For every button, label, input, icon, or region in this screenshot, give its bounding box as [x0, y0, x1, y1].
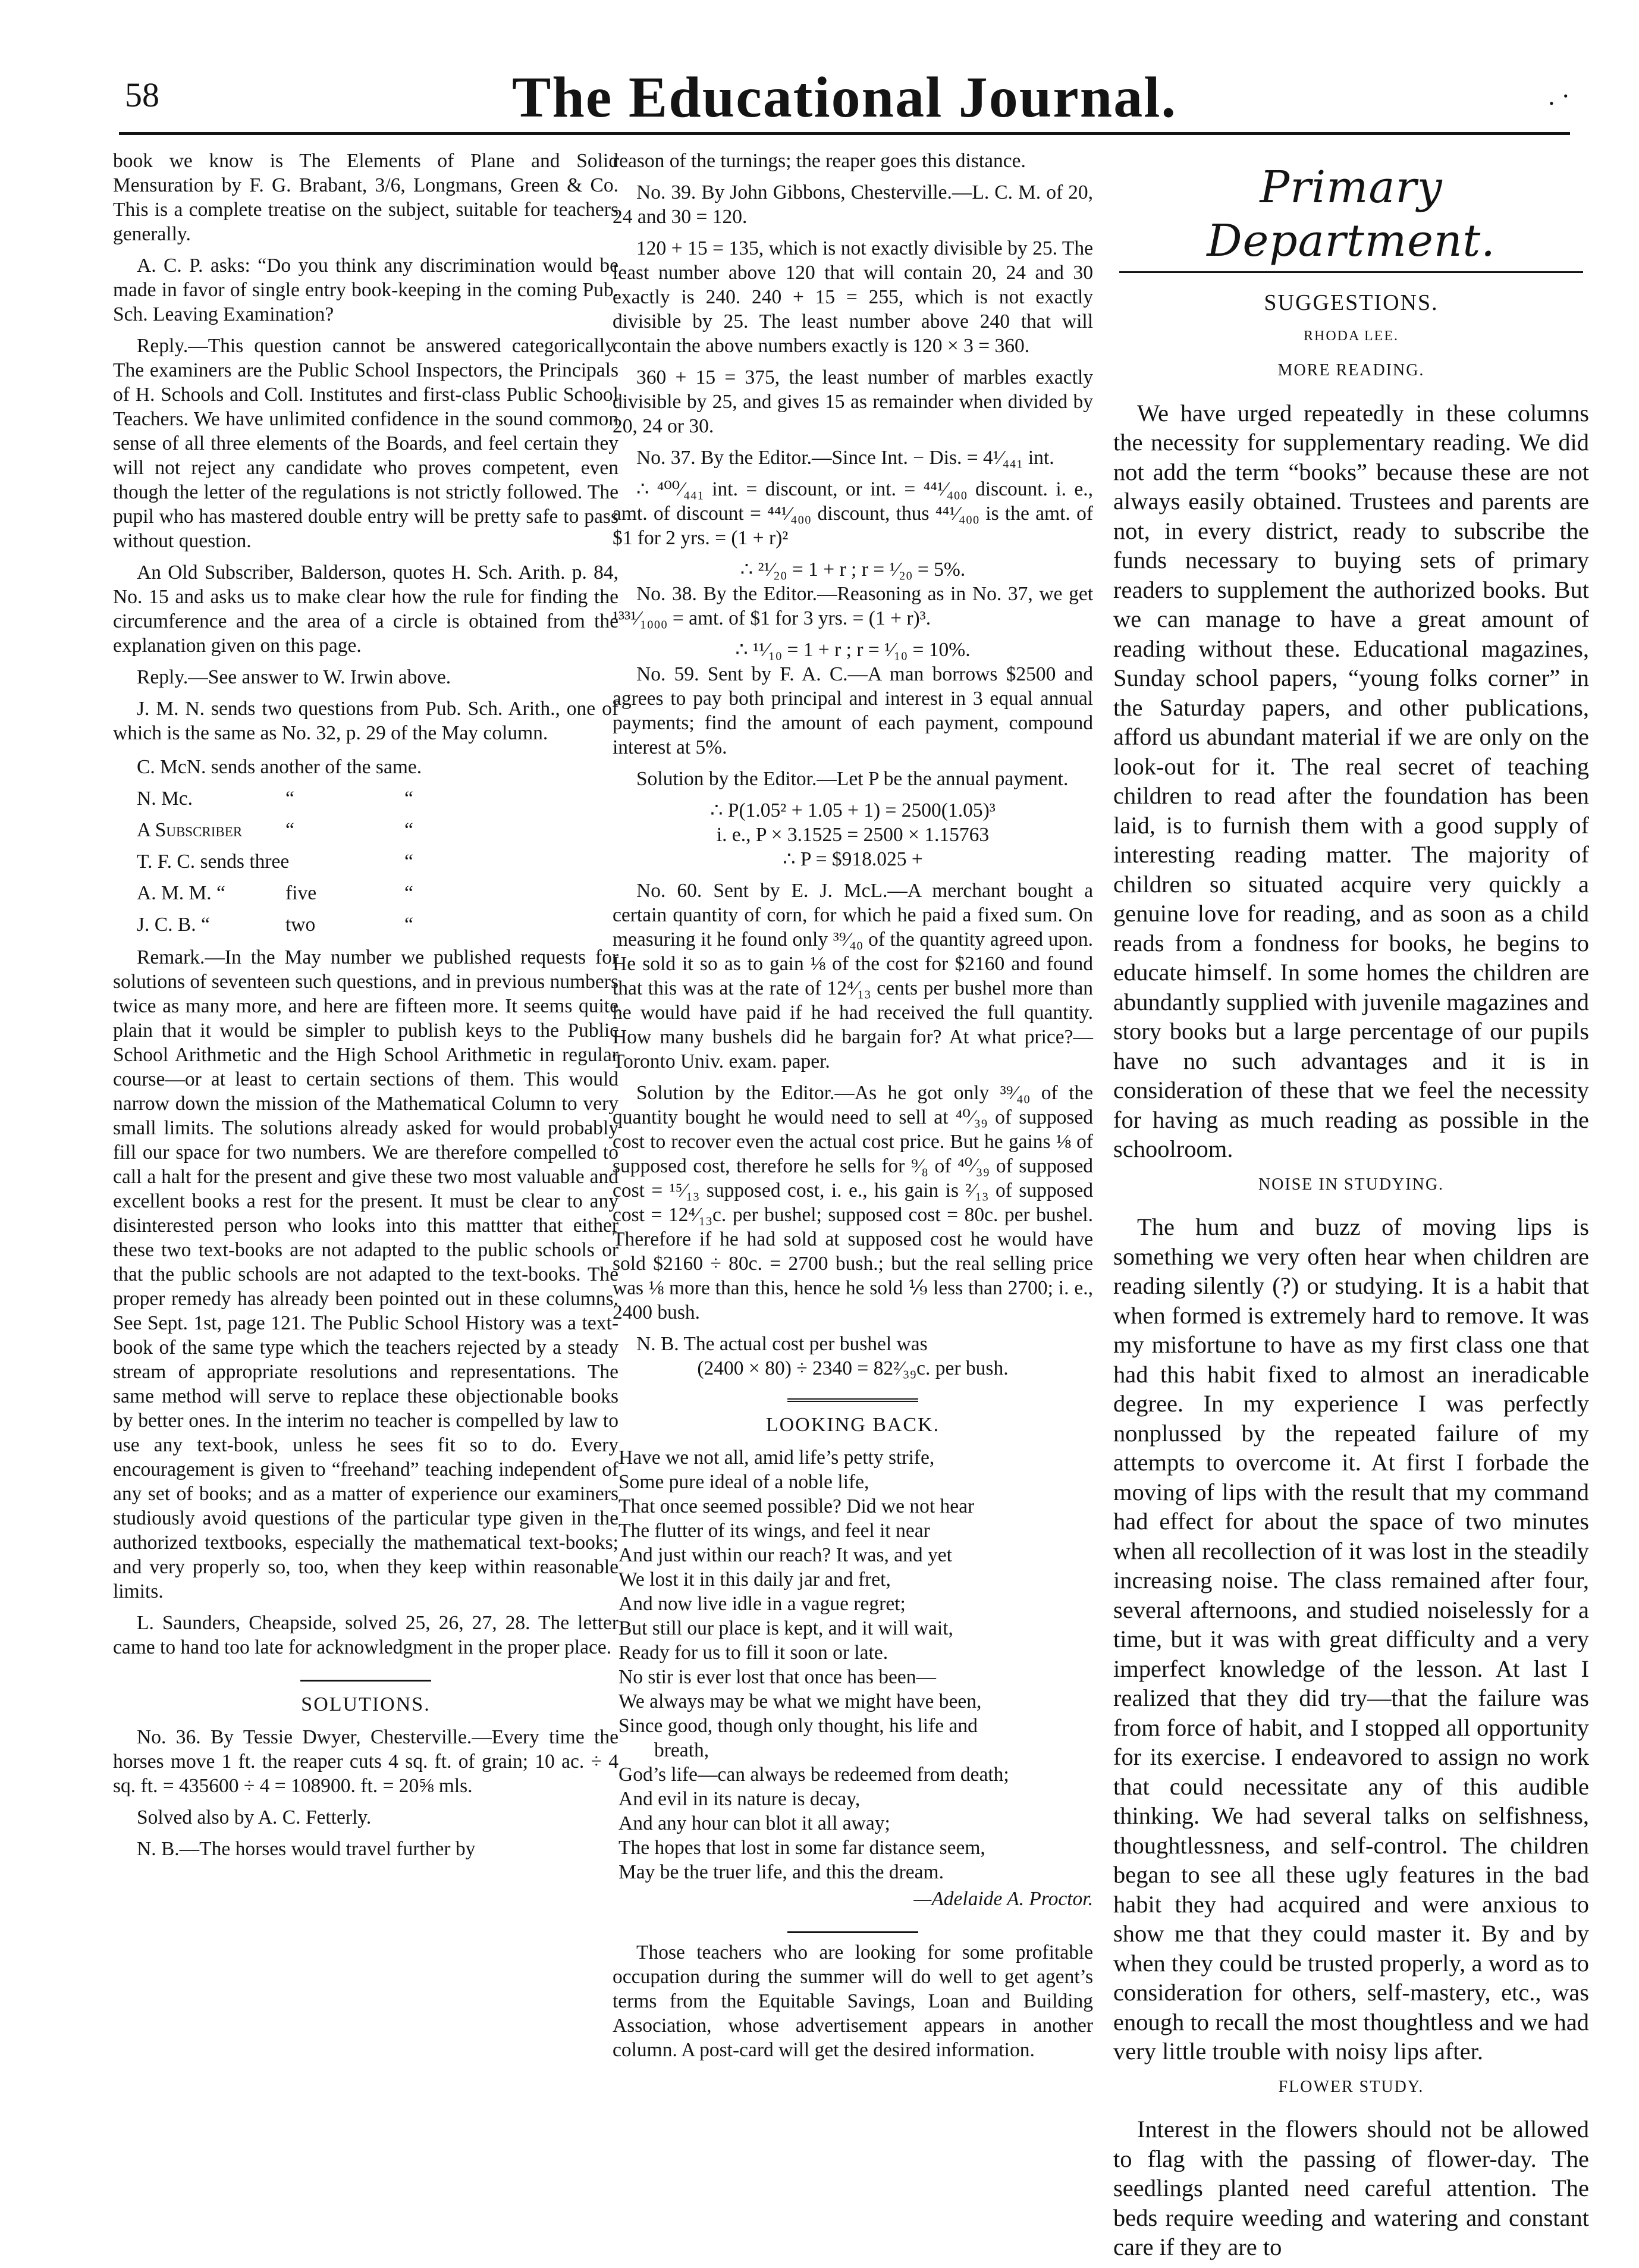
poem-line: And any hour can blot it all away; — [618, 1812, 890, 1834]
paragraph: No. 36. By Tessie Dwyer, Chesterville.—Every time the horses move 1 ft. the reaper cuts 4 sq. ft. of grain; 10 ac. ÷ 4 sq. ft. = 435600 ÷ 4 = 108900. ft. = 20⅝ mls. — [113, 1726, 618, 1797]
poem-line: Have we not all, amid life’s petty strife, — [618, 1447, 935, 1469]
list-item — [113, 815, 422, 847]
ditto-mark: “ — [285, 788, 294, 810]
journal-title: The Educational Journal. — [511, 65, 1178, 130]
sender-name: J. C. B. “ — [137, 914, 210, 936]
paragraph: J. M. N. sends two questions from Pub. Sch. Arith., one of which is the same as No. 32, p. 29 of the May column. — [113, 698, 618, 744]
poem-line: But still our place is kept, and it will wait, — [618, 1617, 953, 1639]
paragraph: Reply.—See answer to W. Irwin above. — [137, 666, 451, 688]
page-header — [119, 64, 1570, 130]
poem-line: May be the truer life, and this the dream. — [618, 1861, 944, 1883]
paragraph: Interest in the flowers should not be allowed to flag with the passing of flower-day. The seedlings planted need careful attention. The beds require weeding and watering and constant care if they are to — [1113, 2116, 1589, 2260]
section-rule — [787, 1931, 918, 1933]
paragraph: reason of the turnings; the reaper goes this distance. — [613, 150, 1026, 172]
poem-line: Ready for us to fill it soon or late. — [618, 1642, 888, 1664]
senders-list — [113, 752, 422, 942]
list-item — [113, 879, 422, 910]
paragraph: Remark.—In the May number we published requests for solutions of seventeen such questions, and in previous numbers twice as many more, and here are fifteen more. It seems quite plain that it would be simpler to publish keys to the Public School Arithmetic and the High School Arithmetic in regular course—or at least to certain sections of them. This would narrow down the mission of the Mathematical Column to very small limits. The solutions already asked for would probably fill our space for two numbers. We are therefore compelled to call a halt for the present and give these two most valuable and excellent books a rest for the present. It must be clear to any disinterested person who looks into this mattter that either these two text-books are not adapted to the public schools or that the public schools are not adapted to the text-books. The proper remedy has already been pointed out in these columns. See Sept. 1st, page 121. The Public School History was a text-book of the same type which the teachers rejected by a steady stream of appropriate resolutions and representations. The same method will serve to replace these objectionable books by better ones. In the interim no teacher is compelled by law to use any text-book, unless he sees fit so to do. Every encouragement is given to “freehand” teaching independent of any set of books; and as a matter of experience our examiners studiously avoid questions of the particular type given in the authorized textbooks, especially the mathematical text-books; and very properly so, too, when they keep within reasonable limits. — [113, 946, 618, 1602]
paragraph: We have urged repeatedly in these columns the necessity for supplementary reading. We did not add the term “books” because these are not always easily obtained. Trustees and parents are not, in every district, ready to subscribe the funds necessary to buying sets of primary readers to supplement the authorized books. But we can manage to have a great amount of reading without these. Educational magazines, Sunday school papers, “young folks corner” in the Saturday papers, and other publications, afford us abundant material if we are only on the look-out for it. The real secret of teaching children to read after the foundation has been laid, is to furnish them with a good supply of interesting reading matter. The majority of children so situated acquire very quickly a genuine love for reading, and as soon as a child reads from a fondness for books, he begins to educate himself. In some homes the children are abundantly supplied with juvenile magazines and story books but a large percentage of our pupils have no such advantages and it is in consideration of these that we feel the necessity for having as much reading as possible in the schoolroom. — [1113, 399, 1589, 1162]
paragraph: Solution by the Editor.—Let P be the annual payment. — [636, 768, 1069, 790]
sender-name: N. Mc. — [137, 788, 193, 810]
equation: i. e., P × 3.1525 = 2500 × 1.15763 — [716, 824, 990, 846]
sender-name: T. F. C. sends three — [137, 851, 290, 873]
poem-title: LOOKING BACK. — [765, 1414, 940, 1436]
ditto-mark: “ — [404, 914, 413, 936]
poem-line: The flutter of its wings, and feel it near — [618, 1520, 930, 1542]
equation: (2400 × 80) ÷ 2340 = 82²⁄₃₉c. per bush. — [697, 1357, 1009, 1379]
paragraph: An Old Subscriber, Balderson, quotes H. Sch. Arith. p. 84, No. 15 and asks us to make clear how the rule for finding the circumference and the area of a circle is obtained from the explanation given on this page. — [113, 561, 618, 657]
paragraph: A. C. P. asks: “Do you think any discrimination would be made in favor of single entry book-keeping in the coming Pub. Sch. Leaving Examination? — [113, 255, 618, 325]
sender-name: A Subscriber — [137, 819, 243, 841]
ditto-mark: “ — [404, 882, 413, 904]
paragraph: 360 + 15 = 375, the least number of marbles exactly divisible by 25, and gives 15 as remainder when divided by 20, 24 or 30. — [613, 366, 1093, 437]
poem-author: —Adelaide A. Proctor. — [913, 1888, 1093, 1910]
author-name: RHODA LEE. — [1304, 328, 1399, 344]
paragraph: No. 60. Sent by E. J. McL.—A merchant bought a certain quantity of corn, for which he paid a fixed sum. On measuring it he found only ³⁹⁄₄₀ of the quantity agreed upon. He sold it so as to gain ⅛ of the cost for $2160 and found that this was at the rate of 12⁴⁄₁₃ cents per bushel more than he would have paid if he had received the full quantity. How many bushels did he bargain for? At what price?—Toronto Univ. exam. paper. — [613, 880, 1093, 1072]
poem-line: Some pure ideal of a noble life, — [618, 1471, 869, 1493]
poem-line: breath, — [654, 1739, 709, 1761]
header-dots: . · — [1548, 81, 1570, 111]
poem-line: We always may be what we might have been, — [618, 1690, 982, 1712]
section-heading: SUGGESTIONS. — [1264, 290, 1439, 315]
subsection-heading: NOISE IN STUDYING. — [1258, 1175, 1445, 1194]
sender-name: C. McN. sends another of the same. — [137, 756, 422, 778]
list-item — [113, 847, 422, 879]
paragraph: Reply.—This question cannot be answered categorically. The examiners are the Public School Inspectors, the Principals of H. Schools and Coll. Institutes and first-class Public School Teachers. We have unlimited confidence in the sound common sense of all three elements of the Boards, and feel certain they will not reject any candidate who proves competent, even though the letter of the regulations is not strictly followed. The pupil who has mastered double entry will be pretty safe to pass without question. — [113, 335, 618, 552]
paragraph: The hum and buzz of moving lips is something we very often hear when children are reading silently (?) or studying. It is a habit that when formed is extremely hard to remove. It was my misfortune to have as my first class one that had this habit fixed to almost an ineradicable degree. In my experience I was perfectly nonplussed by the repeated failure of my attempts to overcome it. At first I forbade the moving of lips with the result that my command had effect for about the space of two minutes when all recollection of it was lost in the steadily increasing noise. The class remained after four, several afternoons, and studied noiselessly for a time, but it was with great difficulty and a very imperfect knowledge of the lesson. At last I realized that they did try—that the failure was from force of habit, and I stopped all opportunity for its exercise. I endeavored to assign no work that could necessitate any of this audible thinking. We had several talks on selfishness, thoughtlessness, and self-control. The children began to see all these ugly features in the bad habit they had acquired and were anxious to show me that they could master it. By and by when they could be trusted properly, a word as to consideration for others, self-mastery, etc., was enough to recall the most thoughtless and we had very little trouble with noisy lips after. — [1113, 1213, 1589, 2065]
ditto-mark: “ — [404, 788, 413, 810]
poem-line: And evil in its nature is decay, — [618, 1788, 861, 1810]
notice: Those teachers who are looking for some profitable occupation during the summer will do well to get agent’s terms from the Equitable Savings, Loan and Building Association, whose advertisement appears in another column. A post-card will get the desired information. — [613, 1941, 1093, 2061]
ditto-mark: “ — [404, 851, 413, 873]
poem-line: The hopes that lost in some far distance seem, — [618, 1837, 985, 1859]
list-item — [113, 910, 422, 942]
poem-line: That once seemed possible? Did we not hear — [618, 1495, 975, 1517]
poem-line: Since good, though only thought, his life and — [618, 1715, 978, 1737]
column-1 — [113, 149, 618, 1868]
paragraph: No. 37. By the Editor.—Since Int. − Dis. = 4¹⁄₄₄₁ int. — [636, 447, 1054, 469]
poem-line: And now live idle in a vague regret; — [618, 1593, 906, 1615]
paragraph: Solution by the Editor.—As he got only ³⁹⁄₄₀ of the quantity bought he would need to sell at ⁴⁰⁄₃₉ of supposed cost to recover even the actual cost price. But he gains ⅛ of supposed cost, therefore he sells for ⁹⁄₈ of ⁴⁰⁄₃₉ of supposed cost = ¹⁵⁄₁₃ supposed cost, i. e., his gain is ²⁄₁₃ of supposed cost = 12⁴⁄₁₃c. per bushel; supposed cost = 80c. per bushel. Therefore if he had sold at supposed cost he would have sold $2160 ÷ 80c. = 2700 bush.; but the real selling price was ⅛ more than this, hence he sold ⅑ less than 2700; i. e., 2400 bush. — [613, 1082, 1093, 1323]
paragraph: book we know is The Elements of Plane and Solid Mensuration by F. G. Brabant, 3/6, Longmans, Green & Co. This is a complete treatise on the subject, suitable for teachers generally. — [113, 150, 618, 245]
paragraph: Solved also by A. C. Fetterly. — [137, 1806, 372, 1828]
paragraph: N. B.—The horses would travel further by — [137, 1838, 476, 1860]
subsection-heading: FLOWER STUDY. — [1278, 2077, 1424, 2096]
ditto-mark: “ — [285, 819, 294, 841]
count: two — [285, 914, 316, 936]
department-title: Primary Department. — [1207, 162, 1496, 266]
header-rule — [119, 132, 1570, 135]
poem-line: And just within our reach? It was, and yet — [618, 1544, 952, 1566]
paragraph: No. 38. By the Editor.—Reasoning as in No. 37, we get ¹³³¹⁄₁₀₀₀ = amt. of $1 for 3 yrs. = (1 + r)³. — [613, 583, 1093, 629]
poem-line: No stir is ever lost that once has been— — [618, 1666, 937, 1688]
paragraph: L. Saunders, Cheapside, solved 25, 26, 27, 28. The letter came to hand too late for acknowledgment in the proper place. — [113, 1612, 618, 1658]
equation: ∴ ²¹⁄₂₀ = 1 + r ; r = ¹⁄₂₀ = 5%. — [740, 559, 966, 581]
equation: ∴ ¹¹⁄₁₀ = 1 + r ; r = ¹⁄₁₀ = 10%. — [735, 639, 971, 661]
subsection-heading: MORE READING. — [1277, 361, 1425, 379]
section-rule — [787, 1398, 918, 1402]
column-2 — [613, 149, 1093, 2069]
department-rule — [1119, 271, 1583, 273]
paragraph: ∴ ⁴⁰⁰⁄₄₄₁ int. = discount, or int. = ⁴⁴¹⁄₄₀₀ discount. i. e., amt. of discount = ⁴⁴¹⁄₄₀₀ discount, thus ⁴⁴¹⁄₄₀₀ is the amt. of $1 for 2 yrs. = (1 + r)² — [613, 478, 1093, 549]
ditto-mark: “ — [404, 819, 413, 841]
paragraph: No. 59. Sent by F. A. C.—A man borrows $2500 and agrees to pay both principal and interest in 3 equal annual payments; find the amount of each payment, compound interest at 5%. — [613, 663, 1093, 758]
equation: ∴ P = $918.025 + — [783, 848, 923, 870]
poem — [618, 1445, 1093, 1884]
paragraph: 120 + 15 = 135, which is not exactly divisible by 25. The least number above 120 that will contain 20, 24 and 30 exactly is 240. 240 + 15 = 255, which is not exactly divisible by 25. The least number above 240 that will contain the above numbers exactly is 120 × 3 = 360. — [613, 237, 1093, 357]
paragraph: No. 39. By John Gibbons, Chesterville.—L. C. M. of 20, 24 and 30 = 120. — [613, 181, 1093, 228]
list-item — [113, 784, 422, 815]
section-heading: SOLUTIONS. — [301, 1693, 431, 1715]
section-rule — [300, 1680, 431, 1682]
equation: ∴ P(1.05² + 1.05 + 1) = 2500(1.05)³ — [710, 799, 996, 821]
page-number: 58 — [125, 76, 159, 114]
column-3 — [1113, 149, 1589, 2268]
paragraph: N. B. The actual cost per bushel was — [636, 1333, 928, 1355]
poem-line: We lost it in this daily jar and fret, — [618, 1569, 891, 1591]
list-item — [113, 752, 422, 784]
poem-line: God’s life—can always be redeemed from death; — [618, 1764, 1009, 1786]
sender-name: A. M. M. “ — [137, 882, 225, 904]
count: five — [285, 882, 317, 904]
